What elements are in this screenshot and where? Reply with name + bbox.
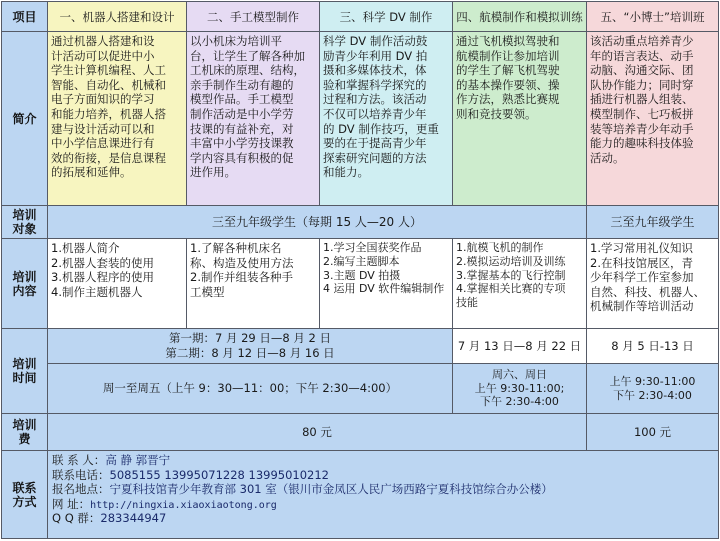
contact-address-value: 宁夏科技馆青少年教育部 301 室（银川市金凤区人民广场西路宁夏科技馆综合办公楼） [109,482,553,497]
header-little-doctor: 五、“小博士”培训班 [586,1,719,32]
intro-little-doctor: 该活动重点培养青少 年的语言表达、动手 动脑、沟通交际、团 队协作能力；同时穿 插进行机器人组装、 模型制作、七巧板拼 装等培养青少年动手 能力的趣味科技体验 活动。 [586,31,719,206]
intro-handmade-model: 以小机床为培训平 台，让学生了解各种加 工机床的原理、结构， 亲手制作生动有趣的 模型作品。手工模型 制作活动是中小学劳 技课的有益补充，对 丰富中小学劳技课教 学内容具有积极的促 进作用。 [186,31,320,206]
fee-main: 80 元 [47,413,587,451]
contact-qq-row [52,511,714,526]
content-little-doctor: 1.学习常用礼仪知识 2.在科技馆展区，青 少年科学工作室参加 自然、科技、机器人、 机械制作等培训活动 [586,238,719,329]
intro-aviation-model: 通过飞机模拟驾驶和 航模制作让参加培训 的学生了解飞机驾驶 的基本操作要领、操 作方法，熟悉比赛规 则和竞技要领。 [452,31,587,206]
contact-person-label: 联 系 人： [52,453,106,467]
content-science-dv: 1.学习全国获奖作品 2.编写主题脚本 3.主题 DV 拍摄 4 运用 DV 软件编辑制作 [319,238,453,329]
row-label-intro: 简介 [1,31,48,206]
time-aviation-dates: 7 月 13 日—8 月 22 日 [452,328,587,364]
time-little-doctor-dates: 8 月 5 日-13 日 [586,328,719,364]
training-table [1,1,719,539]
contact-phone-row [52,468,714,483]
contact-address-label: 报名地点： [52,482,110,497]
intro-science-dv: 科学 DV 制作活动鼓 励青少年利用 DV 拍 摄和多媒体技术，体 验和掌握科学探究的 过程和方法。该活动 不仅可以培养青少年 的 DV 制作技巧，更重 要的在于提高青少年 探索研究问题的方法 和能力。 [319,31,453,206]
time-weekday-hours: 周一至周五（上午 9：30—11：00；下午 2:30—4:00） [47,363,453,414]
contact-web-label: 网 址： [52,496,91,511]
contact-qq-value: 283344947 [100,511,167,526]
time-aviation-weekend: 周六、周日 上午 9:30-11:00; 下午 2:30-4:00 [452,363,587,414]
time-little-doctor-hours: 上午 9:30-11:00 下午 2:30-4:00 [586,363,719,414]
time-periods: 第一期：7 月 29 日—8 月 2 日 第二期：8 月 12 日—8 月 16 日 [47,328,453,364]
contact-qq-label: Q Q 群： [52,511,101,526]
contact-person-row [52,453,714,468]
content-handmade-model: 1.了解各种机床名 称、构造及使用方法 2.制作并组装各种手 工模型 [186,238,320,329]
content-robotics: 1.机器人简介 2.机器人套装的使用 3.机器人程序的使用 4.制作主题机器人 [47,238,187,329]
target-little-doctor: 三至九年级学生 [586,205,719,239]
contact-info [47,450,719,539]
contact-address-row [52,482,714,497]
contact-web-link[interactable]: http://ningxia.xiaoxiaotong.org [90,499,277,511]
header-science-dv: 三、科学 DV 制作 [319,1,453,32]
contact-person-value: 高 静 郭晋宁 [105,453,171,467]
row-label-content: 培训 内容 [1,238,48,329]
row-label-contact: 联系 方式 [1,450,48,539]
content-aviation-model: 1.航模飞机的制作 2.模拟运动培训及训练 3.掌握基本的飞行控制 4.掌握相关比赛的专项 技能 [452,238,587,329]
row-label-target: 培训 对象 [1,205,48,239]
header-corner: 项目 [1,1,48,32]
fee-little-doctor: 100 元 [586,413,719,451]
row-label-fee: 培训 费 [1,413,48,451]
intro-robotics: 通过机器人搭建和设 计活动可以促进中小 学生计算机编程、人工 智能、自动化、机械和 电子方面知识的学习 和能力培养，机器人搭 建与设计活动可以和 中小学信息课进行有 效的衔接，是信息课程 的拓展和延伸。 [47,31,187,206]
target-main: 三至九年级学生（每期 15 人—20 人） [47,205,587,239]
contact-phone-value: 5085155 13995071228 13995010212 [109,467,329,482]
header-aviation-model: 四、航模制作和模拟训练 [452,1,587,32]
contact-web-row [52,497,714,512]
header-handmade-model: 二、手工模型制作 [186,1,320,32]
contact-phone-label: 联系电话： [52,467,110,482]
row-label-time: 培训 时间 [1,328,48,414]
header-robotics: 一、机器人搭建和设计 [47,1,187,32]
